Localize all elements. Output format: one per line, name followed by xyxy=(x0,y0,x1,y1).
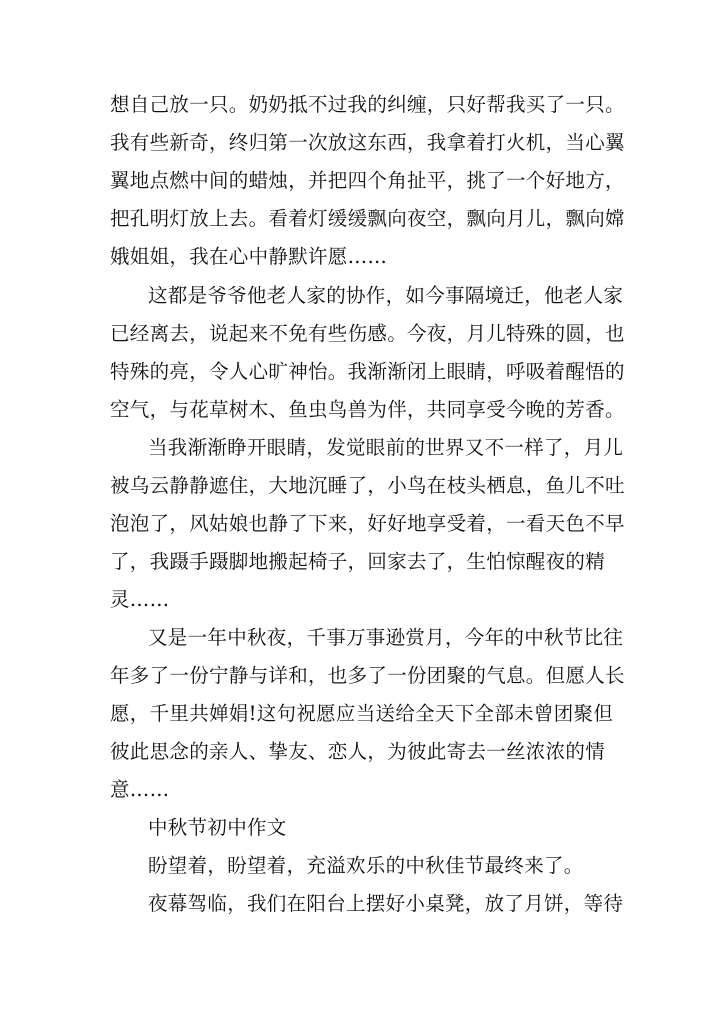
section-heading: 中秋节初中作文 xyxy=(148,816,287,839)
text-line: 特殊的亮，令人心旷神怡。我渐渐闭上眼睛，呼吸着醒悟的 xyxy=(110,360,625,383)
text-line: 被乌云静静遮住，大地沉睡了，小鸟在枝头栖息，鱼儿不吐 xyxy=(110,474,625,497)
text-line: 空气，与花草树木、鱼虫鸟兽为伴，共同享受今晚的芳香。 xyxy=(110,398,625,421)
paragraph-first-line: 又是一年中秋夜，千事万事逊赏月，今年的中秋节比往 xyxy=(148,626,624,649)
paragraph-first-line: 当我渐渐睁开眼睛，发觉眼前的世界又不一样了，月儿 xyxy=(148,436,624,459)
text-line: 灵…… xyxy=(110,588,170,611)
paragraph-first-line: 夜幕驾临，我们在阳台上摆好小桌凳，放了月饼，等待 xyxy=(148,892,624,915)
text-line: 娥姐姐，我在心中静默许愿…… xyxy=(110,245,388,268)
paragraph-first-line: 盼望着，盼望着，充溢欢乐的中秋佳节最终来了。 xyxy=(148,854,584,877)
text-line: 年多了一份宁静与详和，也多了一份团聚的气息。但愿人长 xyxy=(110,664,625,687)
text-line: 彼此思念的亲人、挚友、恋人，为彼此寄去一丝浓浓的情 xyxy=(110,740,606,763)
text-line: 愿，千里共婵娟!这句祝愿应当送给全天下全部未曾团聚但 xyxy=(110,702,614,725)
text-line: 泡泡了，风姑娘也静了下来，好好地享受着，一看天色不早 xyxy=(110,512,625,535)
text-line: 已经离去，说起来不免有些伤感。今夜，月儿特殊的圆，也 xyxy=(110,322,625,345)
text-line: 把孔明灯放上去。看着灯缓缓飘向夜空，飘向月儿，飘向嫦 xyxy=(110,207,625,230)
paragraph-first-line: 这都是爷爷他老人家的协作，如今事隔境迁，他老人家 xyxy=(148,284,624,307)
text-line: 翼地点燃中间的蜡烛，并把四个角扯平，挑了一个好地方， xyxy=(110,169,625,192)
text-line: 想自己放一只。奶奶抵不过我的纠缠，只好帮我买了一只。 xyxy=(110,93,625,116)
text-line: 了，我蹑手蹑脚地搬起椅子，回家去了，生怕惊醒夜的精 xyxy=(110,550,606,573)
text-line: 我有些新奇，终归第一次放这东西，我拿着打火机，当心翼 xyxy=(110,131,625,154)
text-line: 意…… xyxy=(110,778,170,801)
